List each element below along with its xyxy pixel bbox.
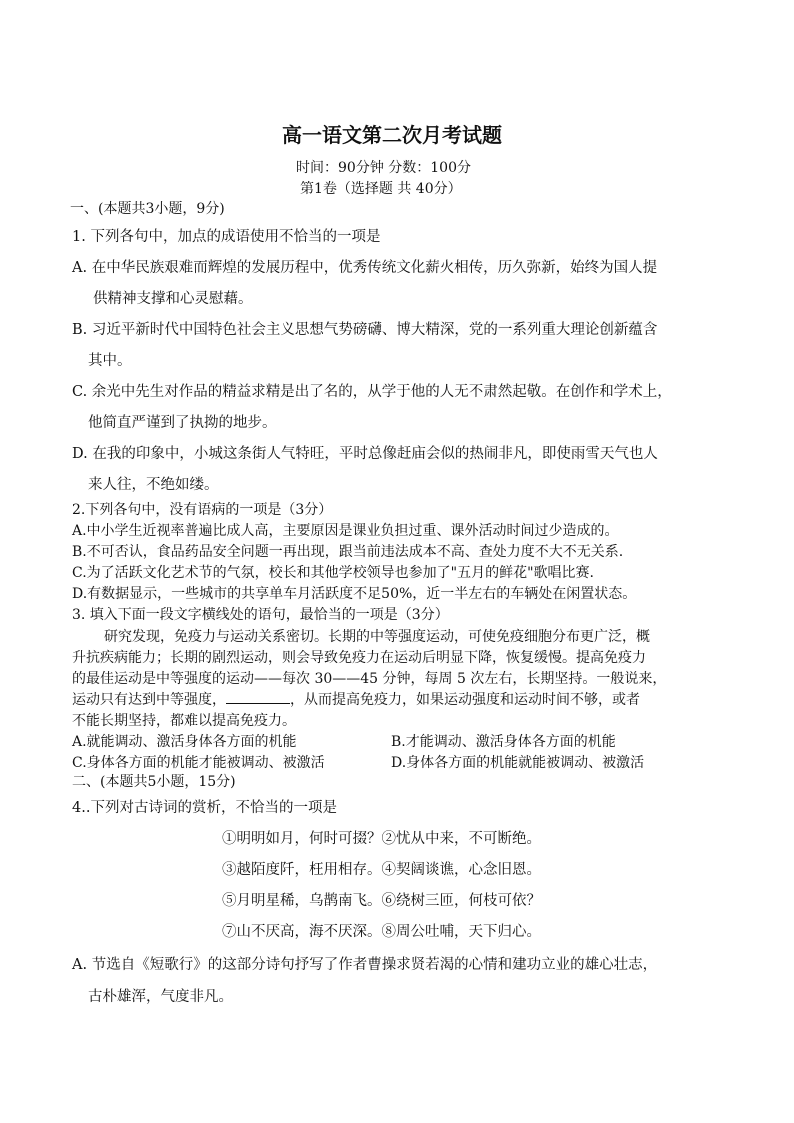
q4-option-a-line2: 古朴雄浑，气度非凡。 [88, 989, 233, 1005]
q1-option-a-line1: A. 在中华民族艰难而辉煌的发展历程中，优秀传统文化薪火相传，历久弥新，始终为国人提 [72, 260, 658, 276]
q3-answer-blank [226, 690, 290, 704]
q2-stem: 2.下列各句中，没有语病的一项是（3分） [72, 502, 333, 518]
exam-time-score: 时间：90分钟 分数：100分 [296, 160, 471, 176]
volume-label: 第1卷（选择题 共 40分） [300, 181, 462, 197]
q1-option-d-line2: 来人往，不绝如缕。 [88, 477, 219, 493]
q1-option-b-line2: 其中。 [88, 353, 132, 369]
q1-option-a-line2: 供精神支撑和心灵慰藉。 [93, 291, 253, 307]
q3-option-b: B.才能调动、激活身体各方面的机能 [391, 734, 616, 750]
q1-option-c-line1: C. 余光中先生对作品的精益求精是出了名的，从学于他的人无不肃然起敬。在创作和学术上， [72, 384, 672, 400]
q3-passage-line4-start: 运动只有达到中等强度， [72, 692, 226, 708]
q3-stem: 3. 填入下面一段文字横线处的语句，最恰当的一项是（3分） [72, 607, 449, 623]
q4-option-a-line1: A. 节选自《短歌行》的这部分诗句抒写了作者曹操求贤若渴的心情和建功立业的雄心壮志， [72, 957, 658, 973]
q1-option-d-line1: D. 在我的印象中，小城这条街人气特旺，平时总像赶庙会似的热闹非凡，即使雨雪天气也人 [72, 446, 658, 462]
section-1-heading: 一、(本题共3小题，9分) [70, 201, 225, 217]
q4-stem: 4..下列对古诗词的赏析，不恰当的一项是 [72, 800, 337, 816]
q3-passage-line3: 的最佳运动是中等强度的运动——每次 30——45 分钟，每周 5 次左右，长期坚持。一般说来， [72, 671, 667, 687]
q3-option-d: D.身体各方面的机能就能被调动、被激活 [391, 755, 645, 771]
q4-poem-line2: ③越陌度阡，枉用相存。④契阔谈谯，心念旧恩。 [222, 862, 541, 878]
q3-passage-line4 [72, 690, 640, 710]
page-title: 高一语文第二次月考试题 [282, 123, 502, 147]
q1-option-b-line1: B. 习近平新时代中国特色社会主义思想气势磅礴、博大精深，党的一系列重大理论创新蕴含 [72, 322, 658, 338]
q3-passage-line2: 升抗疾病能力；长期的剧烈运动，则会导致免疫力在运动后明显下降，恢复缓慢。提高免疫力 [72, 650, 646, 666]
q3-passage-line4-end: ，从而提高免疫力，如果运动强度和运动时间不够，或者 [290, 692, 640, 708]
q3-passage-line1: 研究发现，免疫力与运动关系密切。长期的中等强度运动，可使免疫细胞分布更广泛，概 [104, 629, 650, 645]
q3-passage-line5: 不能长期坚持，都难以提高免疫力。 [72, 713, 296, 729]
q3-option-c: C.身体各方面的机能才能被调动、被激活 [72, 755, 325, 771]
q4-poem-line3: ⑤月明星稀，乌鹊南飞。⑥绕树三匝，何枝可依？ [222, 893, 541, 909]
q3-option-a: A.就能调动、激活身体各方面的机能 [72, 734, 297, 750]
q4-poem-line4: ⑦山不厌高，海不厌深。⑧周公吐哺，天下归心。 [222, 924, 541, 940]
q4-poem-line1: ①明明如月，何时可掇？②忧从中来，不可断绝。 [222, 831, 541, 847]
q2-option-c: C.为了活跃文化艺术节的气氛，校长和其他学校领导也参加了"五月的鲜花"歌唱比赛. [72, 565, 594, 581]
section-2-heading: 二、(本题共5小题，15分) [72, 774, 236, 790]
q2-option-d: D.有数据显示，一些城市的共享单车月活跃度不足50%，近一半左右的车辆处在闲置状态。 [72, 586, 637, 602]
q2-option-a: A.中小学生近视率普遍比成人高，主要原因是课业负担过重、课外活动时间过少造成的。 [72, 523, 619, 539]
q1-option-c-line2: 他简直严谨到了执拗的地步。 [88, 415, 277, 431]
q1-stem: 1. 下列各句中，加点的成语使用不恰当的一项是 [72, 229, 381, 245]
q2-option-b: B.不可否认，食品药品安全问题一再出现，跟当前违法成本不高、查处力度不大不无关系. [72, 544, 624, 560]
